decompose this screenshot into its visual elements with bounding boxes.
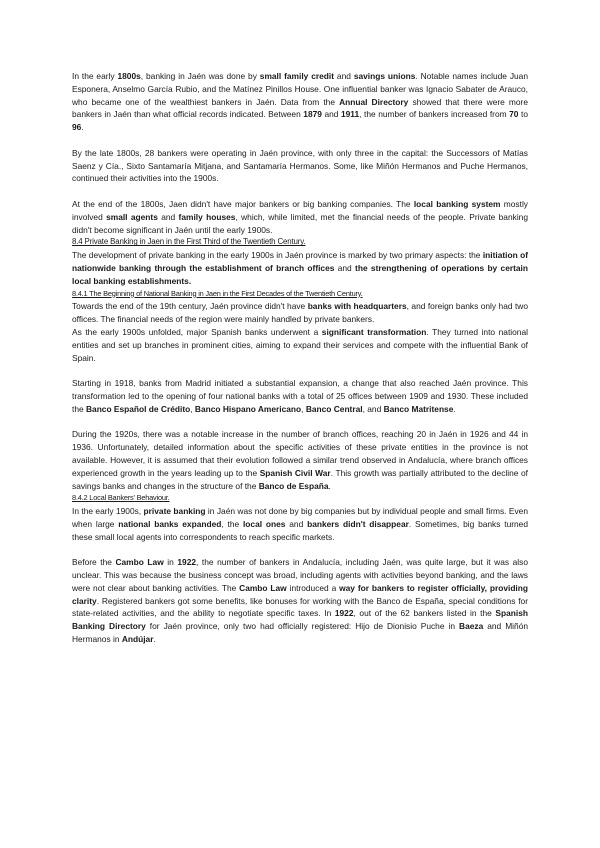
paragraph-late-1800s-bankers: By the late 1800s, 28 bankers were operating in Jaén province, with only three in the capital: the Successors of Matías Saenz y Cía., Sixto Santamaría Mitjana, and Santamaría Hermanos. Some, like Miñón Hermanos and Puche Hermanos, continued their activities into the 1900s. (72, 147, 528, 184)
paragraph-local-bankers: In the early 1900s, private banking in Jaén was not done by big companies but by individual people and small firms. Even when large national banks expanded, the local ones and bankers didn't disappear. Sometimes, big banks turned these small local agents into correspondents to reach specific markets. (72, 506, 528, 542)
paragraph-end-19th-century: Towards the end of the 19th century, Jaén province didn't have banks with headquarters, and foreign banks only had two offices. The financial needs of the region were mainly handled by private bankers. (72, 301, 529, 325)
paragraph-private-banking-development: The development of private banking in the early 1900s in Jaén province is marked by two primary aspects: the initiation of nationwide banking through the establishment of branch offices and the strengthening of operations by certain local banking establishments. (72, 250, 528, 286)
document-page (72, 70, 528, 646)
paragraph-cambo-law: Before the Cambo Law in 1922, the number of bankers in Andalucía, including Jaén, was quite large, but it was also unclear. This was because the business concept was broad, including agents with activities beyond banking, and the laws were not clear about banking activities. The Cambo Law introduced a way for bankers to register officially, providing clarity. Registered bankers got some benefits, like bonuses for working with the Banco de España, special conditions for state-related activities, and the ability to negotiate specific taxes. In 1922, out of the 62 bankers listed in the Spanish Banking Directory for Jaén province, only two had officially registered: Hijo de Dionisio Puche in Baeza and Miñón Hermanos in Andújar. (72, 557, 529, 645)
section-heading-8-4-1: 8.4.1 The Beginning of National Banking in Jaen in the First Decades of the Twentieth Century. (72, 288, 363, 298)
paragraph-1920s-branches: During the 1920s, there was a notable increase in the number of branch offices, reaching 20 in Jaén in 1926 and 44 in 1936. Unfortunately, detailed information about the specific activities of these private entities in the province is not available. However, it is assumed that their evolution followed a similar trend observed in Andalucía, where branch offices experienced growth in the years leading up to the Spanish Civil War. This growth was partially attributed to the decline of savings banks and changes in the structure of the Banco de España. (72, 429, 528, 491)
paragraph-end-1800s-system: At the end of the 1800s, Jaen didn't have major bankers or big banking companies. The local banking system mostly involved small agents and family houses, which, while limited, met the financial needs of the people. Private banking didn't become significant in Jaén until the early 1900s. (72, 198, 528, 235)
section-heading-8-4-2: 8.4.2 Local Bankers' Behaviour. (72, 493, 170, 503)
paragraph-madrid-expansion: Starting in 1918, banks from Madrid initiated a substantial expansion, a change that also reached Jaén province. This transformation led to the opening of four national banks with a total of 25 offices between 1909 and 1930. These included the Banco Español de Crédito, Banco Hispano Americano, Banco Central, and Banco Matritense. (72, 378, 528, 414)
section-heading-8-4: 8.4 Private Banking in Jaen in the First Third of the Twentieth Century. (72, 237, 306, 247)
paragraph-early-1800s-banking: In the early 1800s, banking in Jaén was done by small family credit and savings unions. Notable names include Juan Esponera, Anselmo García Rubio, and the Matínez Pinillos House. One influential banker was Ignacio Sabater de Arauco, who became one of the wealthiest bankers in Jaén. Data from the Annual Directory showed that there were more bankers in Jaén than what official records indicated. Between 1879 and 1911, the number of bankers increased from 70 to 96. (72, 71, 528, 133)
paragraph-transformation: As the early 1900s unfolded, major Spanish banks underwent a significant transformation. They turned into national entities and set up branches in prominent cities, aiming to expand their services and compete with the influential Bank of Spain. (72, 326, 528, 363)
